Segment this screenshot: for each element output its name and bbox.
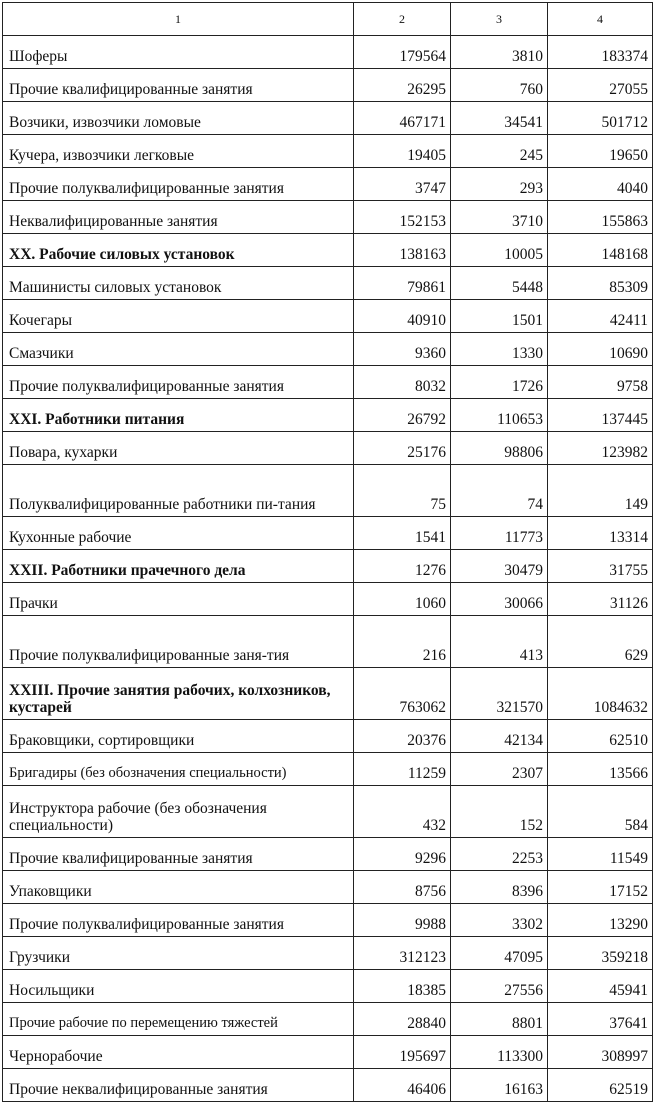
- table-row: [3, 69, 653, 102]
- row-label: Неквалифицированные занятия: [3, 201, 354, 234]
- table-row: [3, 517, 653, 550]
- table-row: [3, 267, 653, 300]
- cell-col-3: 293: [451, 168, 548, 201]
- section-row: [3, 234, 653, 267]
- cell-col-2: 432: [354, 786, 451, 838]
- cell-col-2: 8032: [354, 366, 451, 399]
- table-row: [3, 838, 653, 871]
- cell-col-4: 13314: [548, 517, 653, 550]
- cell-col-2: 1541: [354, 517, 451, 550]
- cell-col-2: 19405: [354, 135, 451, 168]
- row-label: Прачки: [3, 583, 354, 616]
- cell-col-2: 195697: [354, 1036, 451, 1069]
- cell-col-2: 28840: [354, 1003, 451, 1036]
- table-row: [3, 583, 653, 616]
- cell-col-2: 75: [354, 465, 451, 517]
- row-label: Бригадиры (без обозначения специальности): [3, 753, 354, 786]
- cell-col-3: 110653: [451, 399, 548, 432]
- row-label: Прочие рабочие по перемещению тяжестей: [3, 1003, 354, 1036]
- cell-col-3: 10005: [451, 234, 548, 267]
- table-row: [3, 465, 653, 517]
- row-label: Прочие полуквалифицированные заня-тия: [3, 616, 354, 668]
- row-label: Инструктора рабочие (без обозначения специальности): [3, 786, 354, 838]
- row-label: Прочие квалифицированные занятия: [3, 69, 354, 102]
- cell-col-2: 40910: [354, 300, 451, 333]
- cell-col-4: 4040: [548, 168, 653, 201]
- table-row: [3, 333, 653, 366]
- row-label: Носильщики: [3, 970, 354, 1003]
- cell-col-3: 3302: [451, 904, 548, 937]
- table-row: [3, 1036, 653, 1069]
- header-col-4: 4: [548, 3, 653, 36]
- row-label: Прочие полуквалифицированные занятия: [3, 366, 354, 399]
- cell-col-2: 3747: [354, 168, 451, 201]
- cell-col-2: 26792: [354, 399, 451, 432]
- section-row: [3, 668, 653, 720]
- cell-col-4: 9758: [548, 366, 653, 399]
- cell-col-2: 9988: [354, 904, 451, 937]
- cell-col-2: 179564: [354, 36, 451, 69]
- cell-col-4: 155863: [548, 201, 653, 234]
- row-label: Упаковщики: [3, 871, 354, 904]
- cell-col-4: 1084632: [548, 668, 653, 720]
- cell-col-2: 9360: [354, 333, 451, 366]
- row-label: Чернорабочие: [3, 1036, 354, 1069]
- cell-col-4: 123982: [548, 432, 653, 465]
- cell-col-2: 312123: [354, 937, 451, 970]
- table-row: [3, 720, 653, 753]
- table-row: [3, 753, 653, 786]
- table-row: [3, 135, 653, 168]
- cell-col-3: 760: [451, 69, 548, 102]
- section-label: XXIII. Прочие занятия рабочих, колхозников, кустарей: [3, 668, 354, 720]
- table-row: [3, 786, 653, 838]
- row-label: Прочие неквалифицированные занятия: [3, 1069, 354, 1102]
- cell-col-3: 8801: [451, 1003, 548, 1036]
- cell-col-4: 584: [548, 786, 653, 838]
- table-row: [3, 904, 653, 937]
- cell-col-4: 13290: [548, 904, 653, 937]
- cell-col-4: 629: [548, 616, 653, 668]
- cell-col-4: 11549: [548, 838, 653, 871]
- table-row: [3, 871, 653, 904]
- cell-col-4: 27055: [548, 69, 653, 102]
- cell-col-2: 20376: [354, 720, 451, 753]
- cell-col-4: 62510: [548, 720, 653, 753]
- cell-col-2: 1060: [354, 583, 451, 616]
- cell-col-3: 5448: [451, 267, 548, 300]
- cell-col-4: 19650: [548, 135, 653, 168]
- cell-col-3: 27556: [451, 970, 548, 1003]
- cell-col-4: 359218: [548, 937, 653, 970]
- table-row: [3, 1069, 653, 1102]
- row-label: Повара, кухарки: [3, 432, 354, 465]
- section-label: XXII. Работники прачечного дела: [3, 550, 354, 583]
- cell-col-4: 62519: [548, 1069, 653, 1102]
- cell-col-3: 98806: [451, 432, 548, 465]
- cell-col-4: 13566: [548, 753, 653, 786]
- cell-col-4: 183374: [548, 36, 653, 69]
- cell-col-4: 85309: [548, 267, 653, 300]
- header-row: [3, 3, 653, 36]
- section-row: [3, 550, 653, 583]
- cell-col-2: 9296: [354, 838, 451, 871]
- cell-col-3: 47095: [451, 937, 548, 970]
- row-label: Машинисты силовых установок: [3, 267, 354, 300]
- table-row: [3, 36, 653, 69]
- cell-col-3: 1726: [451, 366, 548, 399]
- cell-col-2: 11259: [354, 753, 451, 786]
- table-row: [3, 201, 653, 234]
- table-row: [3, 937, 653, 970]
- row-label: Прочие полуквалифицированные занятия: [3, 904, 354, 937]
- row-label: Шоферы: [3, 36, 354, 69]
- cell-col-4: 31755: [548, 550, 653, 583]
- cell-col-2: 216: [354, 616, 451, 668]
- cell-col-3: 113300: [451, 1036, 548, 1069]
- table-row: [3, 1003, 653, 1036]
- cell-col-3: 152: [451, 786, 548, 838]
- cell-col-3: 321570: [451, 668, 548, 720]
- row-label: Кочегары: [3, 300, 354, 333]
- row-label: Кухонные рабочие: [3, 517, 354, 550]
- cell-col-3: 2253: [451, 838, 548, 871]
- row-label: Кучера, извозчики легковые: [3, 135, 354, 168]
- row-label: Смазчики: [3, 333, 354, 366]
- cell-col-2: 763062: [354, 668, 451, 720]
- cell-col-2: 1276: [354, 550, 451, 583]
- cell-col-4: 17152: [548, 871, 653, 904]
- cell-col-3: 2307: [451, 753, 548, 786]
- cell-col-2: 152153: [354, 201, 451, 234]
- cell-col-2: 46406: [354, 1069, 451, 1102]
- header-col-3: 3: [451, 3, 548, 36]
- row-label: Грузчики: [3, 937, 354, 970]
- header-col-2: 2: [354, 3, 451, 36]
- section-label: XXI. Работники питания: [3, 399, 354, 432]
- cell-col-3: 3810: [451, 36, 548, 69]
- cell-col-3: 74: [451, 465, 548, 517]
- cell-col-3: 8396: [451, 871, 548, 904]
- cell-col-4: 149: [548, 465, 653, 517]
- table-row: [3, 300, 653, 333]
- table-row: [3, 102, 653, 135]
- occupation-table: [2, 2, 653, 1102]
- cell-col-3: 30066: [451, 583, 548, 616]
- cell-col-2: 26295: [354, 69, 451, 102]
- cell-col-4: 501712: [548, 102, 653, 135]
- section-row: [3, 399, 653, 432]
- cell-col-3: 42134: [451, 720, 548, 753]
- cell-col-4: 31126: [548, 583, 653, 616]
- table-row: [3, 432, 653, 465]
- cell-col-3: 30479: [451, 550, 548, 583]
- row-label: Прочие полуквалифицированные занятия: [3, 168, 354, 201]
- cell-col-2: 25176: [354, 432, 451, 465]
- table-row: [3, 168, 653, 201]
- cell-col-2: 138163: [354, 234, 451, 267]
- table-row: [3, 970, 653, 1003]
- row-label: Полуквалифицированные работники пи-тания: [3, 465, 354, 517]
- cell-col-3: 413: [451, 616, 548, 668]
- cell-col-4: 148168: [548, 234, 653, 267]
- cell-col-3: 34541: [451, 102, 548, 135]
- row-label: Возчики, извозчики ломовые: [3, 102, 354, 135]
- cell-col-2: 79861: [354, 267, 451, 300]
- cell-col-4: 137445: [548, 399, 653, 432]
- cell-col-2: 18385: [354, 970, 451, 1003]
- cell-col-4: 42411: [548, 300, 653, 333]
- cell-col-3: 245: [451, 135, 548, 168]
- section-label: XX. Рабочие силовых установок: [3, 234, 354, 267]
- cell-col-4: 37641: [548, 1003, 653, 1036]
- cell-col-3: 16163: [451, 1069, 548, 1102]
- cell-col-2: 467171: [354, 102, 451, 135]
- table-row: [3, 366, 653, 399]
- cell-col-3: 1330: [451, 333, 548, 366]
- cell-col-2: 8756: [354, 871, 451, 904]
- cell-col-3: 11773: [451, 517, 548, 550]
- cell-col-4: 308997: [548, 1036, 653, 1069]
- cell-col-4: 10690: [548, 333, 653, 366]
- cell-col-4: 45941: [548, 970, 653, 1003]
- row-label: Браковщики, сортировщики: [3, 720, 354, 753]
- row-label: Прочие квалифицированные занятия: [3, 838, 354, 871]
- header-col-1: 1: [3, 3, 354, 36]
- table-row: [3, 616, 653, 668]
- cell-col-3: 1501: [451, 300, 548, 333]
- cell-col-3: 3710: [451, 201, 548, 234]
